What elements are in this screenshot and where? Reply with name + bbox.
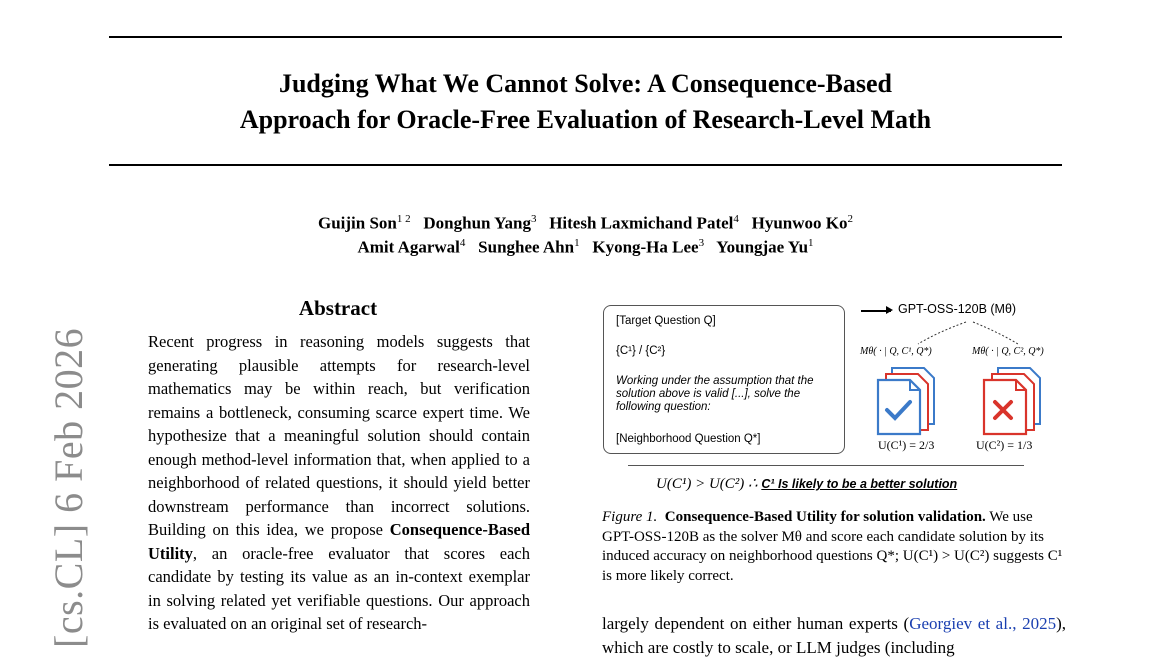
prompt-instruction: Working under the assumption that the solution above is valid [...], solve the following question:	[616, 375, 814, 413]
utility-label-1: U(C¹) = 2/3	[878, 438, 935, 452]
prompt-candidates: {C¹} / {C²}	[616, 345, 666, 357]
model-label-2: Mθ( · | Q, C², Q*)	[972, 346, 1044, 357]
method-name: Consequence-Based Utility	[148, 520, 530, 563]
title-line-2: Approach for Oracle-Free Evaluation of Research-Level Math	[239, 105, 932, 134]
title-line-1: Judging What We Cannot Solve: A Consequence-Based	[278, 69, 893, 98]
figure-caption	[602, 508, 1066, 586]
bottom-rule	[109, 164, 1062, 166]
model-label-1: Mθ( · | Q, C¹, Q*)	[860, 346, 932, 357]
utility-label-2: U(C²) = 1/3	[976, 438, 1033, 452]
abstract-text: Recent progress in reasoning models suggests that generating plausible attempts for research-level mathematics may be within reach, but verification remains a bottleneck, consuming scarce expert time. We hypothesize that a meaningful solution should contain enough method-level information that, when applied to a neighborhood of related questions, it should yield better downstream performance than incorrect solutions. Building on this idea, we propose Consequence-Based Utility, an oracle-free evaluator that scores each candidate by testing its value as an in-context exemplar in solving related yet verifiable questions. Our approach is evaluated on an original set of research-	[148, 332, 530, 633]
arxiv-stamp: [cs.CL] 6 Feb 2026	[46, 327, 91, 648]
caption-text: We use GPT-OSS-120B as the solver Mθ and score each candidate solution by its induced accuracy on neighborhood questions Q*; U(C¹) > U(C²) suggests C¹ is more likely correct.	[602, 509, 1063, 584]
cross-document-icon	[982, 364, 1044, 436]
figure-divider	[628, 465, 1024, 466]
authors-line-1: Guijin Son$^{1 2}$ Donghun Yang$^3$ Hitesh Laxmichand Patel$^4$ Hyunwoo Ko$^2$	[317, 213, 854, 233]
top-rule	[109, 36, 1062, 38]
paper-title	[109, 66, 1062, 138]
prompt-target: [Target Question Q]	[616, 315, 716, 327]
prompt-neighborhood: [Neighborhood Question Q*]	[616, 433, 761, 445]
body-text: largely dependent on either human experts (Georgiev et al., 2025), which are costly to scale, or LLM judges (including	[602, 614, 1066, 657]
check-document-icon	[876, 364, 938, 436]
authors-line-2: Amit Agarwal$^4$ Sunghee Ahn$^1$ Kyong-Ha Lee$^3$ Youngjae Yu$^1$	[357, 237, 814, 257]
figure-conclusion: U(C¹) > U(C²) ∴ C¹ Is likely to be a better solution	[656, 476, 958, 492]
figure-1	[598, 294, 1068, 494]
abstract-heading: Abstract	[298, 296, 378, 320]
caption-label: Figure 1.	[602, 509, 658, 525]
solver-label: GPT-OSS-120B (Mθ)	[898, 302, 1017, 316]
caption-title: Consequence-Based Utility for solution validation.	[664, 509, 986, 525]
citation-link[interactable]: Georgiev et al., 2025	[909, 614, 1057, 633]
connector-arrows	[598, 294, 1068, 354]
